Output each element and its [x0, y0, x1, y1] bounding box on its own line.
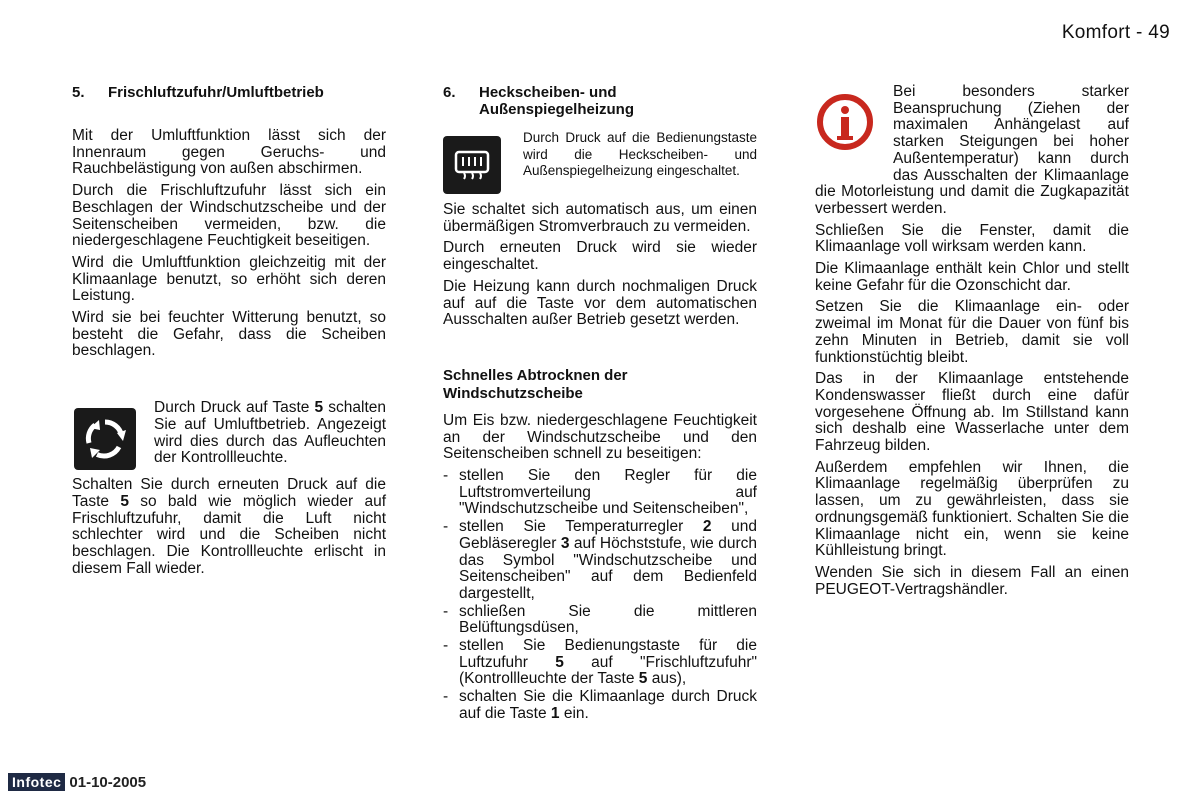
paragraph: Sie schaltet sich automatisch aus, um einen übermäßigen Stromverbrauch zu vermeiden.: [443, 201, 757, 235]
paragraph: Setzen Sie die Klimaanlage ein- oder zweimal im Monat für die Dauer von fünf bis zehn Minuten in Betrieb, damit sie voll funktionstüchtig bleibt.: [815, 298, 1129, 366]
brand-logo: Infotec: [8, 773, 65, 791]
text-run: ein.: [559, 704, 589, 722]
text-run: aus),: [647, 670, 687, 688]
section-title: Frischluftzufuhr/Umluftbetrieb: [108, 84, 324, 101]
paragraph: Schließen Sie die Fenster, damit die Klimaanlage voll wirksam werden kann.: [815, 221, 1129, 256]
key-number: 5: [314, 399, 324, 417]
defrost-instruction: [443, 130, 757, 194]
list-item: [443, 689, 757, 722]
text-run: so bald wie möglich wieder auf Frischluftzufuhr, damit die Luft nicht schlechter wird und die Scheiben nicht beschlagen. Die Kontrollleuchte erlischt in diesem Fall wieder.: [72, 492, 387, 577]
page-header: [1062, 22, 1170, 44]
left-column: [72, 84, 386, 582]
list-item: [443, 638, 757, 688]
text-run: Schalten Sie durch erneuten Druck auf die Taste: [72, 476, 386, 510]
paragraph: Bei besonders starker Beanspruchung (Ziehen der maximalen Anhängelast auf starken Steigungen bei hoher Außentemperatur) kann durch das Ausschalten der Klimaanlage die Motorleistung und damit die Zugkapazität verbessert werden.: [815, 83, 1129, 217]
key-number: 5: [638, 670, 648, 688]
list-item: - schließen Sie die mittleren Belüftungsdüsen,: [443, 604, 757, 637]
recirculation-instruction: [72, 400, 386, 470]
right-column: [815, 84, 1129, 603]
section-heading-6: [443, 84, 757, 118]
key-number: 5: [555, 653, 564, 671]
section-heading-5: [72, 84, 386, 101]
paragraph: Um Eis bzw. niedergeschlagene Feuchtigkeit an der Windschutzscheibe und den Seitenscheiben schnell zu beseitigen:: [443, 411, 757, 463]
key-number: 5: [120, 492, 129, 510]
text-run: auf Höchststufe, wie durch das Symbol "Windschutzscheibe und Seitenscheiben" auf dem Bedienfeld dargestellt,: [459, 534, 757, 602]
text-run: stellen Sie Temperaturregler: [459, 518, 703, 536]
paragraph: Durch erneuten Druck wird sie wieder eingeschaltet.: [443, 239, 757, 274]
rear-window-defrost-icon: [443, 136, 501, 194]
paragraph: Wenden Sie sich in diesem Fall an einen PEUGEOT-Vertragshändler.: [815, 563, 1129, 598]
info-icon: [815, 92, 885, 172]
instruction-text: [154, 400, 386, 467]
paragraph: Die Klimaanlage enthält kein Chlor und stellt keine Gefahr für die Ozonschicht dar.: [815, 260, 1129, 294]
paragraph: Wird sie bei feuchter Witterung benutzt, so besteht die Gefahr, dass die Scheiben beschlagen.: [72, 309, 386, 360]
text-run: und Gebläseregler: [459, 518, 757, 552]
paragraph: Mit der Umluftfunktion lässt sich der Innenraum gegen Geruchs- und Rauchbelästigung von außen abschirmen.: [72, 127, 386, 178]
paragraph: Die Heizung kann durch nochmaligen Druck auf auf die Taste vor dem automatischen Ausschalten außer Betrieb gesetzt werden.: [443, 277, 757, 329]
text-run: auf "Frischluftzufuhr" (Kontrollleuchte der Taste: [459, 653, 757, 688]
middle-column: [443, 84, 757, 724]
paragraph: Durch die Frischluftzufuhr lässt sich ein Beschlagen der Windschutzscheibe und der Seitenscheiben vermeiden, bzw. die niedergeschlagene Feuchtigkeit beseitigen.: [72, 182, 386, 250]
instruction-text: Durch Druck auf die Bedienungstaste wird die Heckscheiben- und Außenspiegelheizung eingeschaltet.: [523, 130, 757, 178]
text-run: stellen Sie Bedienungstaste für die Luftzufuhr: [459, 637, 757, 671]
recirculation-icon: [74, 408, 136, 470]
subsection-heading: Schnelles Abtrocknen der Windschutzscheibe: [443, 366, 628, 402]
key-number: 2: [702, 518, 712, 536]
section-number: 5.: [72, 84, 85, 101]
paragraph: Außerdem empfehlen wir Ihnen, die Klimaanlage regelmäßig überprüfen zu lassen, um zu gewährleisten, dass sie ordnungsgemäß funktioniert. Schalten Sie die Klimaanlage nicht ein, wenn sie keine Kühlleistung bringt.: [815, 458, 1129, 560]
paragraph: Das in der Klimaanlage entstehende Kondenswasser fließt durch eine dafür vorgesehene Öffnung ab. Im Stillstand kann sich deshalb eine Wasserlache unter dem Fahrzeug bilden.: [815, 370, 1129, 455]
paragraph: Wird die Umluftfunktion gleichzeitig mit der Klimaanlage benutzt, so erhöht sich deren Leistung.: [72, 253, 386, 305]
section-title: Heckscheiben- und Außenspiegelheizung: [479, 84, 635, 118]
page-number: 49: [1148, 22, 1170, 43]
text-run: schalten Sie auf Umluftbetrieb. Angezeigt wird dies durch das Aufleuchten der Kontrollleuchte.: [154, 399, 386, 467]
key-number: 1: [550, 704, 560, 722]
page-footer: [8, 773, 146, 791]
section-title: Komfort: [1061, 22, 1131, 43]
footer-date: 01-10-2005: [69, 773, 147, 791]
section-number: 6.: [443, 84, 456, 101]
paragraph: [72, 477, 386, 577]
key-number: 3: [560, 534, 570, 552]
text-run: Durch Druck auf Taste: [154, 399, 315, 417]
list-item: [443, 519, 757, 603]
instruction-list: [443, 468, 757, 723]
list-item: - stellen Sie den Regler für die Luftstromverteilung auf "Windschutzscheibe und Seitenscheiben",: [443, 468, 757, 518]
header-separator: -: [1136, 22, 1143, 43]
text-run: schalten Sie die Klimaanlage durch Druck auf die Taste: [459, 688, 757, 722]
